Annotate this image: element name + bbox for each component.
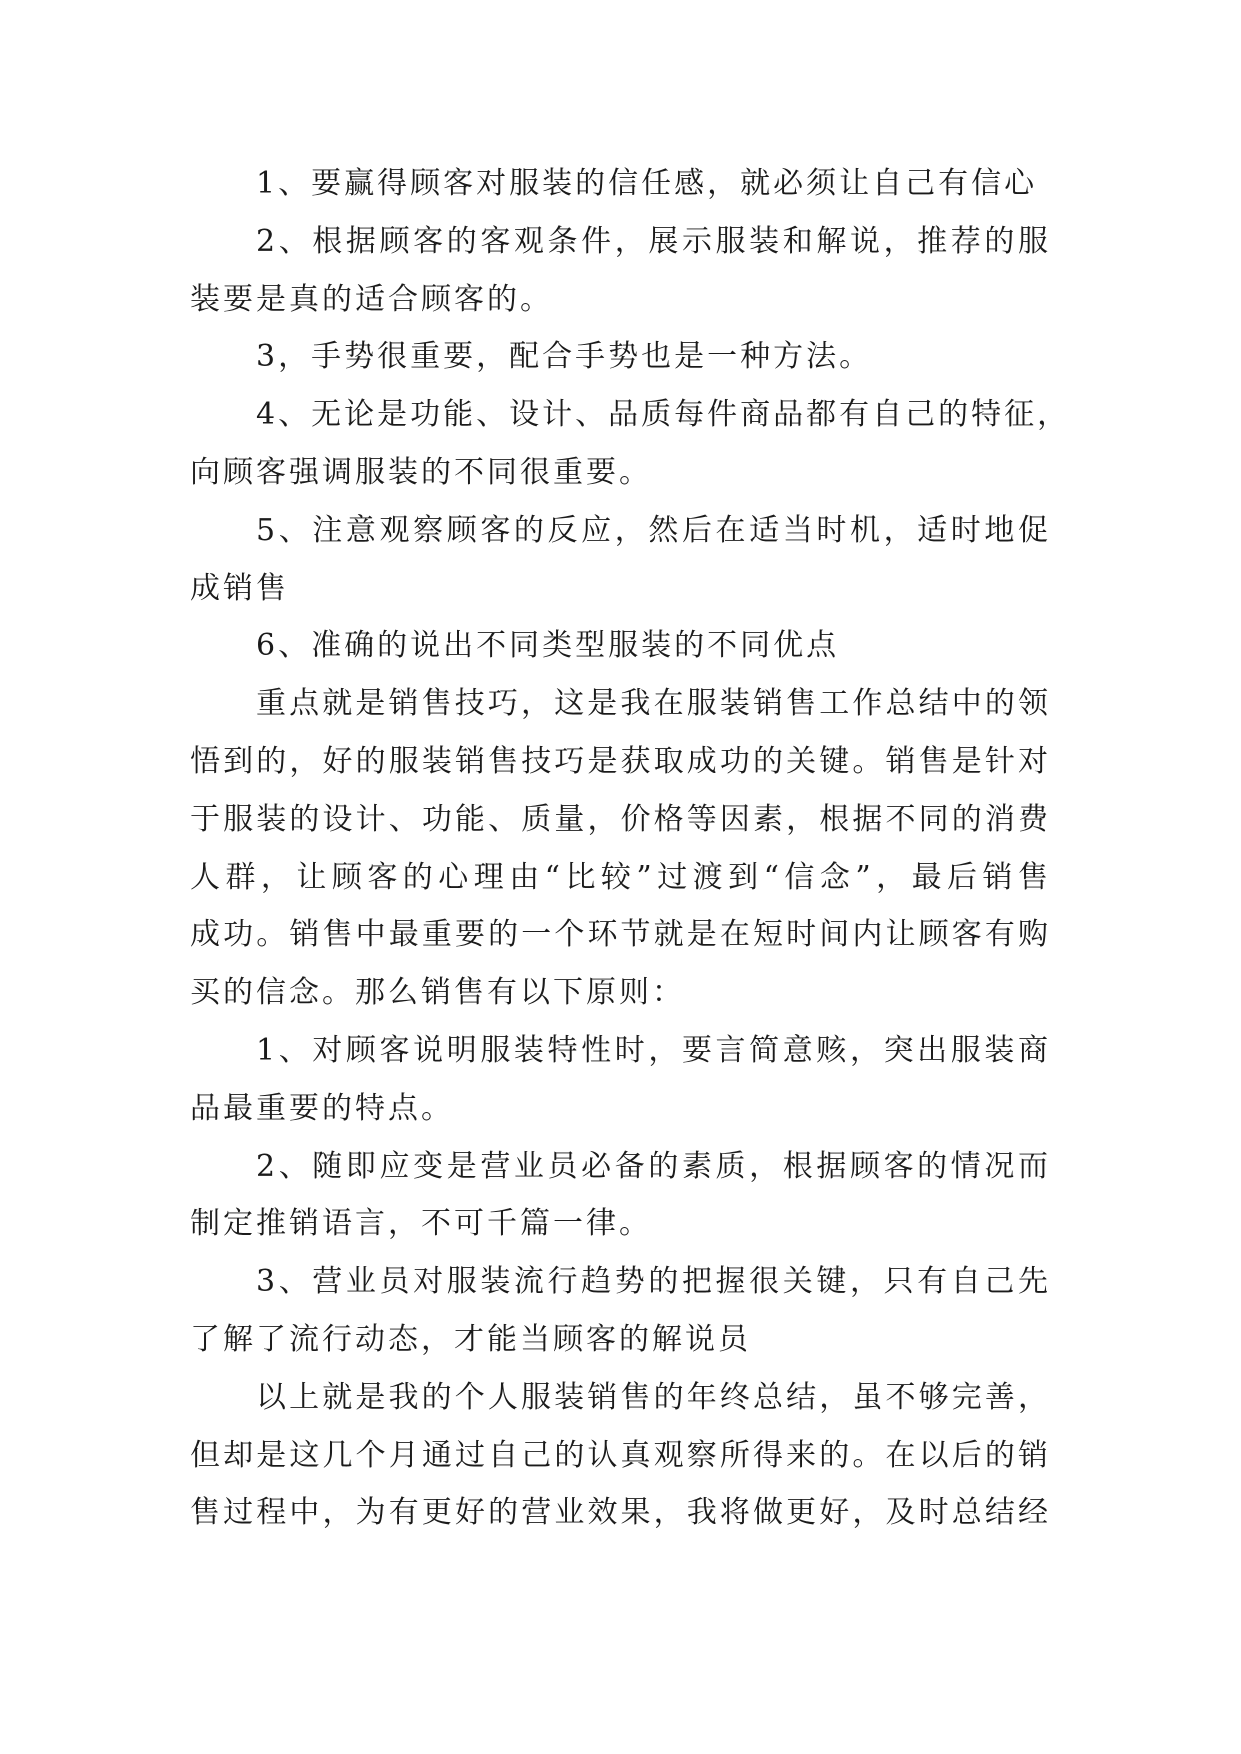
text-line: 以上就是我的个人服装销售的年终总结，虽不够完善， [256,1379,1051,1415]
paragraph [190,675,1051,1022]
paragraph [190,502,1051,618]
text-line: 1、对顾客说明服装特性时，要言简意赅，突出服装商 [256,1032,1051,1068]
paragraph [190,328,1051,386]
text-line: 品最重要的特点。 [190,1090,454,1126]
text-line: 1、要赢得顾客对服装的信任感，就必须让自己有信心 [256,166,1038,201]
text-line: 售过程中，为有更好的营业效果，我将做更好，及时总结经 [190,1495,1051,1531]
text-line: 5、注意观察顾客的反应，然后在适当时机，适时地促 [256,512,1051,548]
paragraph [190,617,1051,675]
paragraph [190,1369,1051,1542]
text-line: 装要是真的适合顾客的。 [190,281,553,317]
text-line: 3，手势很重要，配合手势也是一种方法。 [256,339,873,375]
paragraph [190,1138,1051,1254]
text-line: 4、无论是功能、设计、品质每件商品都有自己的特征， [256,397,1071,433]
text-line: 悟到的，好的服装销售技巧是获取成功的关键。销售是针对 [190,743,1051,779]
text-line: 成销售 [190,570,289,606]
text-line: 但却是这几个月通过自己的认真观察所得来的。在以后的销 [190,1437,1051,1473]
text-line: 2、随即应变是营业员必备的素质，根据顾客的情况而 [256,1148,1051,1184]
text-line: 向顾客强调服装的不同很重要。 [190,454,652,490]
text-line: 制定推销语言，不可千篇一律。 [190,1206,652,1242]
text-line: 重点就是销售技巧，这是我在服装销售工作总结中的领 [256,686,1051,722]
text-line: 人群，让顾客的心理由“比较”过渡到“信念”，最后销售 [190,859,1051,895]
text-line: 6、准确的说出不同类型服装的不同优点 [256,628,840,664]
text-line: 了解了流行动态，才能当顾客的解说员 [190,1321,751,1357]
paragraph [190,1022,1051,1138]
paragraph [190,213,1051,329]
text-line: 成功。销售中最重要的一个环节就是在短时间内让顾客有购 [190,917,1051,953]
text-line: 3、营业员对服装流行趋势的把握很关键，只有自己先 [256,1264,1051,1300]
text-line: 于服装的设计、功能、质量，价格等因素，根据不同的消费 [190,801,1051,837]
paragraph [190,1253,1051,1369]
text-line: 2、根据顾客的客观条件，展示服装和解说，推荐的服 [256,223,1051,259]
paragraph [190,386,1071,502]
text-line: 买的信念。那么销售有以下原则： [190,975,685,1011]
paragraph [190,155,1051,213]
document-body [190,155,1071,1542]
